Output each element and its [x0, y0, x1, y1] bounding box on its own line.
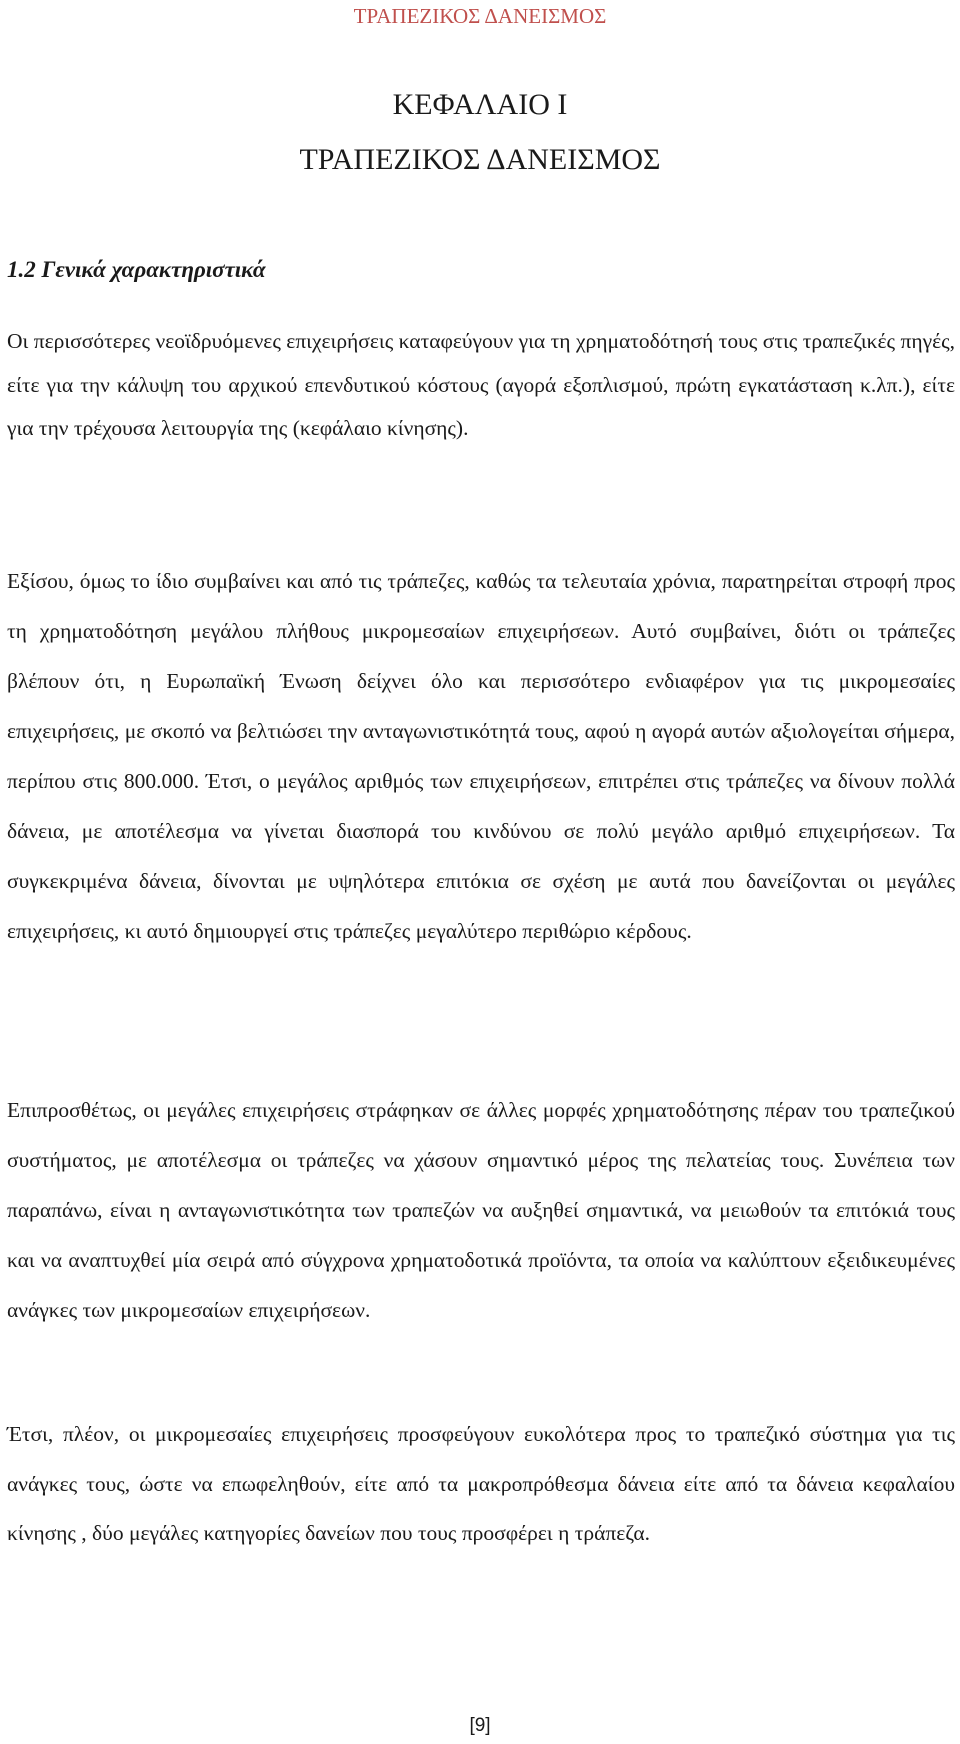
paragraph-4: Έτσι, πλέον, οι μικρομεσαίες επιχειρήσεις προσφεύγουν ευκολότερα προς το τραπεζικό σύστημα για τις ανάγκες τους, ώστε να επωφεληθούν, είτε από τα μακροπρόθεσμα δάνεια είτε από τα δάνεια κεφαλαίου κίνησης , δύο μεγάλες κατηγορίες δανείων που τους προσφέρει η τράπεζα. [7, 1422, 955, 1545]
page-number: [9] [469, 1715, 491, 1736]
paragraph-3: Επιπροσθέτως, οι μεγάλες επιχειρήσεις στράφηκαν σε άλλες μορφές χρηματοδότησης πέραν του τραπεζικού συστήματος, με αποτέλεσμα οι τράπεζες να χάσουν σημαντικό μέρος της πελατείας τους. Συνέπεια των παραπάνω, είναι η ανταγωνιστικότητα των τραπεζών να αυξηθεί σημαντικά, να μειωθούν τα επιτόκιά τους και να αναπτυχθεί μία σειρά από σύγχρονα χρηματοδοτικά προϊόντα, τα οποία να καλύπτουν εξειδικευμένες ανάγκες των μικρομεσαίων επιχειρήσεων. [7, 1098, 955, 1322]
paragraph-2: Εξίσου, όμως το ίδιο συμβαίνει και από τις τράπεζες, καθώς τα τελευταία χρόνια, παρατηρείται στροφή προς τη χρηματοδότηση μεγάλου πλήθους μικρομεσαίων επιχειρήσεων. Αυτό συμβαίνει, διότι οι τράπεζες βλέπουν ότι, η Ευρωπαϊκή Ένωση δείχνει όλο και περισσότερο ενδιαφέρον για τις μικρομεσαίες επιχειρήσεις, με σκοπό να βελτιώσει την ανταγωνιστικότητά τους, αφού η αγορά αυτών αξιολογείται σήμερα, περίπου στις 800.000. Έτσι, ο μεγάλος αριθμός των επιχειρήσεων, επιτρέπει στις τράπεζες να δίνουν πολλά δάνεια, με αποτέλεσμα να γίνεται διασπορά του κινδύνου σε πολύ μεγάλο αριθμό επιχειρήσεων. Τα συγκεκριμένα δάνεια, δίνονται με υψηλότερα επιτόκια σε σχέση με αυτά που δανείζονται οι μεγάλες επιχειρήσεις, κι αυτό δημιουργεί στις τράπεζες μεγαλύτερο περιθώριο κέρδους. [7, 569, 955, 943]
chapter-label: ΚΕΦΑΛΑΙΟ Ι [392, 88, 568, 121]
running-header: ΤΡΑΠΕΖΙΚΟΣ ΔΑΝΕΙΣΜΟΣ [353, 4, 607, 28]
section-heading: 1.2 Γενικά χαρακτηριστικά [7, 257, 266, 282]
chapter-title: ΤΡΑΠΕΖΙΚΟΣ ΔΑΝΕΙΣΜΟΣ [299, 143, 661, 176]
paragraph-1: Οι περισσότερες νεοϊδρυόμενες επιχειρήσεις καταφεύγουν για τη χρηματοδότησή τους στις τραπεζικές πηγές, είτε για την κάλυψη του αρχικού επενδυτικού κόστους (αγορά εξοπλισμού, πρώτη εγκατάσταση κ.λπ.), είτε για την τρέχουσα λειτουργία της (κεφάλαιο κίνησης). [7, 329, 955, 440]
